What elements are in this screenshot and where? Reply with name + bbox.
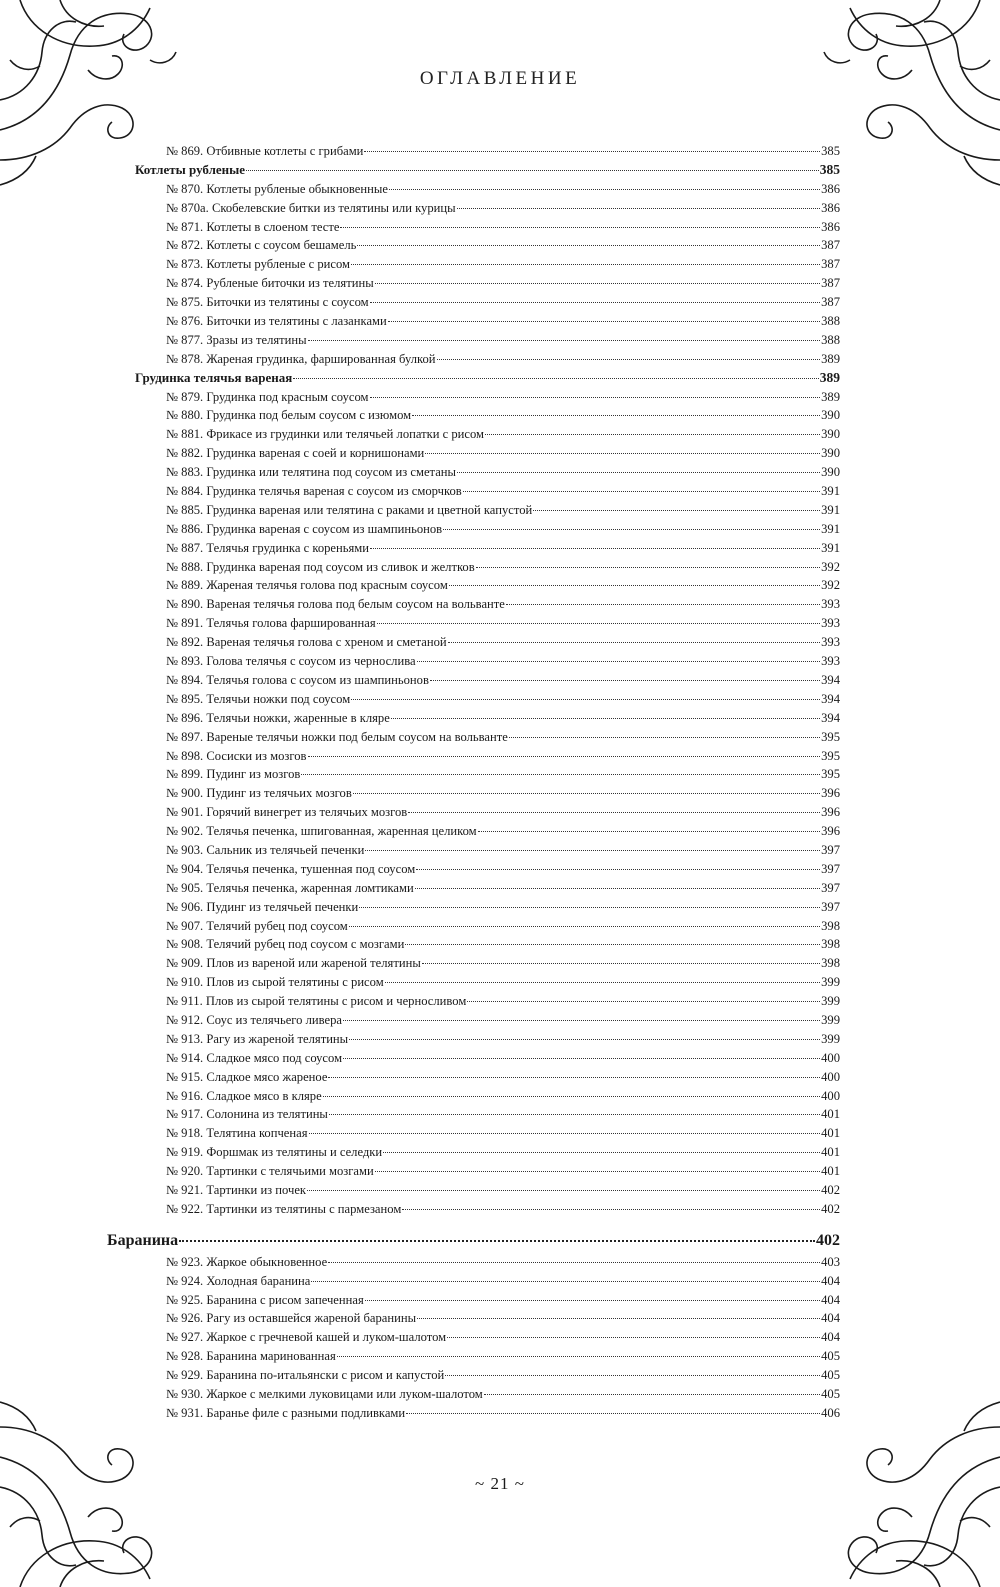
toc-entry[interactable] bbox=[107, 142, 840, 161]
toc-entry-page: 398 bbox=[821, 956, 840, 971]
dot-leader bbox=[328, 1261, 820, 1263]
toc-entry[interactable] bbox=[107, 1328, 840, 1347]
toc-entry[interactable] bbox=[107, 917, 840, 936]
dot-leader bbox=[422, 962, 820, 964]
toc-entry-page: 385 bbox=[819, 161, 840, 177]
toc-entry-title: № 927. Жаркое с гречневой кашей и луком-шалотом bbox=[166, 1330, 447, 1345]
toc-entry-title: № 873. Котлеты рубленые с рисом bbox=[166, 257, 350, 272]
toc-entry-page: 390 bbox=[821, 427, 840, 442]
dot-leader bbox=[412, 414, 820, 416]
dot-leader bbox=[353, 792, 820, 794]
toc-entry-page: 402 bbox=[821, 1201, 840, 1216]
toc-entry[interactable] bbox=[107, 747, 840, 766]
toc-entry-page: 386 bbox=[821, 181, 840, 196]
toc-entry-title: № 869. Отбивные котлеты с грибами bbox=[166, 144, 364, 158]
dot-leader bbox=[351, 263, 820, 265]
toc-entry-page: 401 bbox=[821, 1145, 840, 1160]
toc-entry-title: № 897. Вареные телячьи ножки под белым соусом на вольванте bbox=[166, 729, 508, 744]
dot-leader bbox=[417, 660, 821, 662]
toc-entry[interactable] bbox=[107, 652, 840, 671]
toc-entry[interactable] bbox=[107, 614, 840, 633]
toc-entry-page: 387 bbox=[821, 257, 840, 272]
toc-entry[interactable] bbox=[107, 312, 840, 331]
toc-entry-page: 405 bbox=[821, 1368, 840, 1383]
dot-leader bbox=[328, 1076, 820, 1078]
dot-leader bbox=[478, 830, 820, 832]
toc-entry-title: № 905. Телячья печенка, жаренная ломтиками bbox=[166, 880, 414, 895]
toc-entry-page: 394 bbox=[821, 710, 840, 725]
toc-entry-page: 391 bbox=[821, 521, 840, 536]
toc-entry-title: № 920. Тартинки с телячьими мозгами bbox=[166, 1164, 374, 1179]
dot-leader bbox=[340, 226, 820, 228]
dot-leader bbox=[484, 1393, 820, 1395]
toc-entry-page: 404 bbox=[821, 1311, 840, 1326]
toc-entry-page: 392 bbox=[821, 559, 840, 574]
dot-leader bbox=[457, 471, 820, 473]
toc-entry-page: 396 bbox=[821, 786, 840, 801]
dot-leader bbox=[430, 679, 820, 681]
toc-entry[interactable] bbox=[107, 1162, 840, 1181]
toc-entry-page: 387 bbox=[821, 276, 840, 291]
toc-entry[interactable] bbox=[107, 1049, 840, 1068]
toc-entry-page: 390 bbox=[821, 465, 840, 480]
dot-leader bbox=[343, 1057, 820, 1059]
toc-entry[interactable] bbox=[107, 539, 840, 558]
toc-entry-title: № 893. Голова телячья с соусом из чернослива bbox=[166, 654, 416, 669]
toc-entry-title: № 924. Холодная баранина bbox=[166, 1273, 311, 1288]
dot-leader bbox=[408, 811, 820, 813]
toc-entry[interactable] bbox=[107, 822, 840, 841]
toc-entry-page: 392 bbox=[821, 578, 840, 593]
dot-leader bbox=[359, 906, 820, 908]
toc-entry-title: № 876. Биточки из телятины с лазанками bbox=[166, 314, 387, 329]
toc-entry-page: 402 bbox=[821, 1182, 840, 1197]
toc-entry-title: № 904. Телячья печенка, тушенная под соусом bbox=[166, 861, 416, 876]
toc-entry-page: 390 bbox=[821, 408, 840, 423]
toc-entry[interactable] bbox=[107, 1181, 840, 1200]
toc-entry-page: 386 bbox=[821, 219, 840, 234]
toc-entry-title: № 909. Плов из вареной или жареной телятины bbox=[166, 956, 421, 971]
toc-entry-page: 388 bbox=[821, 314, 840, 329]
toc-entry-page: 393 bbox=[821, 654, 840, 669]
dot-leader bbox=[476, 566, 820, 568]
toc-entry[interactable] bbox=[107, 1309, 840, 1328]
toc-entry[interactable] bbox=[107, 1105, 840, 1124]
toc-entry[interactable] bbox=[107, 255, 840, 274]
toc-entry-title: № 926. Рагу из оставшейся жареной баранины bbox=[166, 1311, 417, 1326]
toc-entry[interactable] bbox=[107, 1272, 840, 1291]
toc-entry-title: № 870. Котлеты рубленые обыкновенные bbox=[166, 181, 388, 196]
toc-entry[interactable] bbox=[107, 1385, 840, 1404]
toc-entry-title: № 887. Телячья грудинка с кореньями bbox=[166, 540, 369, 555]
toc-entry[interactable] bbox=[107, 1143, 840, 1162]
toc-entry-title: № 886. Грудинка вареная с соусом из шампиньонов bbox=[166, 521, 443, 536]
dot-leader bbox=[448, 641, 820, 643]
toc-section[interactable] bbox=[107, 161, 840, 180]
toc-entry[interactable] bbox=[107, 784, 840, 803]
toc-entry-page: 398 bbox=[821, 918, 840, 933]
toc-entry-page: 400 bbox=[821, 1050, 840, 1065]
toc-entry-page: 397 bbox=[821, 880, 840, 895]
dot-leader bbox=[437, 358, 821, 360]
dot-leader bbox=[449, 584, 820, 586]
toc-entry[interactable] bbox=[107, 709, 840, 728]
dot-leader bbox=[308, 755, 821, 757]
toc-entry-title: № 928. Баранина маринованная bbox=[166, 1349, 336, 1364]
dot-leader bbox=[179, 1239, 815, 1242]
toc-entry[interactable] bbox=[107, 879, 840, 898]
toc-entry-page: 399 bbox=[821, 975, 840, 990]
toc-entry-page: 397 bbox=[821, 899, 840, 914]
toc-entry-title: № 923. Жаркое обыкновенное bbox=[166, 1254, 328, 1269]
toc-entry[interactable] bbox=[107, 1366, 840, 1385]
dot-leader bbox=[447, 1336, 820, 1338]
toc-entry-title: № 875. Биточки из телятины с соусом bbox=[166, 295, 369, 310]
toc-entry[interactable] bbox=[107, 992, 840, 1011]
dot-leader bbox=[370, 396, 821, 398]
toc-entry[interactable] bbox=[107, 935, 840, 954]
toc-entry[interactable] bbox=[107, 388, 840, 407]
dot-leader bbox=[307, 1189, 820, 1191]
toc-entry-title: № 915. Сладкое мясо жареное bbox=[166, 1069, 328, 1084]
toc-entry-page: 390 bbox=[821, 446, 840, 461]
dot-leader bbox=[406, 1412, 820, 1414]
dot-leader bbox=[467, 1000, 820, 1002]
toc-entry-title: № 907. Телячий рубец под соусом bbox=[166, 918, 348, 933]
toc-entry[interactable] bbox=[107, 1291, 840, 1310]
toc-entry[interactable] bbox=[107, 1030, 840, 1049]
toc-entry[interactable] bbox=[107, 1200, 840, 1219]
toc-entry-page: 402 bbox=[816, 1231, 840, 1249]
page-number: ~ 21 ~ bbox=[475, 1474, 525, 1493]
toc-entry-page: 406 bbox=[821, 1405, 840, 1420]
toc-entry-page: 393 bbox=[821, 635, 840, 650]
toc-entry[interactable] bbox=[107, 1068, 840, 1087]
toc-entry-title: № 929. Баранина по-итальянски с рисом и капустой bbox=[166, 1368, 445, 1383]
toc-entry[interactable] bbox=[107, 406, 840, 425]
dot-leader bbox=[457, 207, 821, 209]
toc-entry[interactable] bbox=[107, 1124, 840, 1143]
toc-entry-title: № 898. Сосиски из мозгов bbox=[166, 748, 307, 763]
dot-leader bbox=[308, 339, 820, 341]
toc-entry[interactable] bbox=[107, 520, 840, 539]
toc-entry-title: № 895. Телячьи ножки под соусом bbox=[166, 691, 351, 706]
toc-entry-title: № 930. Жаркое с мелкими луковицами или луком-шалотом bbox=[166, 1387, 483, 1401]
dot-leader bbox=[337, 1355, 820, 1357]
dot-leader bbox=[533, 509, 820, 511]
toc-entry-title: № 922. Тартинки из телятины с пармезаном bbox=[166, 1201, 402, 1216]
toc-entry-title: № 880. Грудинка под белым соусом с изюмом bbox=[166, 408, 412, 423]
table-of-contents bbox=[107, 142, 840, 1423]
dot-leader bbox=[402, 1208, 820, 1210]
toc-entry[interactable] bbox=[107, 765, 840, 784]
toc-entry-title: № 889. Жареная телячья голова под красным соусом bbox=[166, 578, 448, 593]
toc-entry[interactable] bbox=[107, 482, 840, 501]
toc-entry[interactable] bbox=[107, 973, 840, 992]
toc-entry-title: № 871. Котлеты в слоеном тесте bbox=[166, 219, 340, 234]
toc-entry[interactable] bbox=[107, 558, 840, 577]
dot-leader bbox=[416, 868, 820, 870]
toc-entry-page: 403 bbox=[821, 1254, 840, 1269]
toc-entry[interactable] bbox=[107, 595, 840, 614]
toc-entry-title: № 899. Пудинг из мозгов bbox=[166, 767, 301, 782]
dot-leader bbox=[246, 169, 819, 171]
dot-leader bbox=[405, 943, 820, 945]
toc-entry-page: 405 bbox=[821, 1387, 840, 1401]
toc-entry-page: 397 bbox=[821, 842, 840, 857]
toc-entry-title: № 910. Плов из сырой телятины с рисом bbox=[166, 975, 384, 990]
toc-entry-title: № 891. Телячья голова фаршированная bbox=[166, 616, 376, 631]
toc-entry-title: № 913. Рагу из жареной телятины bbox=[166, 1031, 349, 1046]
toc-entry[interactable] bbox=[107, 690, 840, 709]
dot-leader bbox=[357, 244, 820, 246]
toc-entry[interactable] bbox=[107, 671, 840, 690]
dot-leader bbox=[425, 452, 820, 454]
toc-entry-title: Баранина bbox=[107, 1231, 179, 1249]
toc-entry-page: 399 bbox=[821, 994, 840, 1009]
dot-leader bbox=[391, 717, 820, 719]
toc-entry-title: № 883. Грудинка или телятина под соусом из сметаны bbox=[166, 465, 456, 480]
dot-leader bbox=[365, 849, 820, 851]
toc-entry-title: № 870а. Скобелевские битки из телятины или курицы bbox=[166, 200, 456, 215]
toc-entry-page: 391 bbox=[821, 540, 840, 555]
toc-entry[interactable] bbox=[107, 1347, 840, 1366]
toc-entry-page: 396 bbox=[821, 824, 840, 839]
toc-entry[interactable] bbox=[107, 898, 840, 917]
toc-entry[interactable] bbox=[107, 1011, 840, 1030]
dot-leader bbox=[365, 1299, 820, 1301]
toc-entry-page: 386 bbox=[821, 200, 840, 215]
dot-leader bbox=[343, 1019, 820, 1021]
toc-entry-page: 404 bbox=[821, 1273, 840, 1288]
toc-entry-page: 397 bbox=[821, 861, 840, 876]
toc-entry-title: № 918. Телятина копченая bbox=[166, 1126, 308, 1141]
toc-entry-title: № 894. Телячья голова с соусом из шампиньонов bbox=[166, 672, 429, 687]
toc-entry-page: 400 bbox=[821, 1069, 840, 1084]
toc-entry-page: 388 bbox=[821, 332, 840, 347]
toc-entry[interactable] bbox=[107, 841, 840, 860]
toc-entry-page: 394 bbox=[821, 672, 840, 687]
toc-section[interactable] bbox=[107, 369, 840, 388]
toc-entry[interactable] bbox=[107, 728, 840, 747]
toc-entry-title: № 911. Плов из сырой телятины с рисом и черносливом bbox=[166, 994, 467, 1009]
toc-entry-title: № 921. Тартинки из почек bbox=[166, 1182, 307, 1197]
toc-entry[interactable] bbox=[107, 1087, 840, 1106]
toc-entry-title: № 877. Зразы из телятины bbox=[166, 332, 307, 347]
toc-entry-page: 393 bbox=[821, 597, 840, 612]
toc-entry-title: № 931. Баранье филе с разными подливками bbox=[166, 1405, 406, 1420]
toc-chapter[interactable] bbox=[107, 1229, 840, 1253]
toc-entry[interactable] bbox=[107, 236, 840, 255]
toc-entry-page: 401 bbox=[821, 1164, 840, 1179]
toc-entry[interactable] bbox=[107, 199, 840, 218]
dot-leader bbox=[388, 320, 820, 322]
toc-entry-title: Грудинка телячья вареная bbox=[135, 369, 293, 385]
toc-entry-page: 394 bbox=[821, 691, 840, 706]
toc-entry-title: № 896. Телячьи ножки, жаренные в кляре bbox=[166, 710, 390, 725]
dot-leader bbox=[349, 925, 820, 927]
toc-entry[interactable] bbox=[107, 180, 840, 199]
toc-entry[interactable] bbox=[107, 954, 840, 973]
toc-entry-page: 404 bbox=[821, 1330, 840, 1345]
toc-entry[interactable] bbox=[107, 576, 840, 595]
toc-entry-page: 393 bbox=[821, 616, 840, 631]
toc-entry-title: № 888. Грудинка вареная под соусом из сливок и желтков bbox=[166, 559, 475, 574]
toc-entry-title: № 885. Грудинка вареная или телятина с раками и цветной капустой bbox=[166, 502, 533, 517]
toc-entry-title: № 881. Фрикасе из грудинки или телячьей лопатки с рисом bbox=[166, 427, 485, 442]
dot-leader bbox=[323, 1095, 820, 1097]
toc-entry-page: 385 bbox=[821, 144, 840, 158]
toc-entry[interactable] bbox=[107, 633, 840, 652]
dot-leader bbox=[445, 1374, 820, 1376]
toc-entry[interactable] bbox=[107, 1253, 840, 1272]
toc-entry[interactable] bbox=[107, 425, 840, 444]
dot-leader bbox=[370, 301, 820, 303]
dot-leader bbox=[443, 528, 820, 530]
toc-entry-title: № 919. Форшмак из телятины и селедки bbox=[166, 1145, 383, 1160]
toc-entry-page: 401 bbox=[821, 1107, 840, 1122]
dot-leader bbox=[385, 981, 820, 983]
dot-leader bbox=[377, 622, 820, 624]
toc-entry-title: Котлеты рубленые bbox=[135, 161, 246, 177]
dot-leader bbox=[309, 1132, 821, 1134]
dot-leader bbox=[351, 698, 820, 700]
toc-entry-page: 405 bbox=[821, 1349, 840, 1364]
toc-entry-page: 387 bbox=[821, 295, 840, 310]
toc-entry[interactable] bbox=[107, 463, 840, 482]
dot-leader bbox=[375, 1170, 820, 1172]
dot-leader bbox=[364, 150, 820, 152]
page-title: ОГЛАВЛЕНИЕ bbox=[419, 68, 581, 89]
toc-entry-title: № 901. Горячий винегрет из телячьих мозгов bbox=[166, 805, 408, 820]
toc-entry-page: 391 bbox=[821, 502, 840, 517]
toc-entry-page: 398 bbox=[821, 937, 840, 952]
toc-entry-page: 399 bbox=[821, 1031, 840, 1046]
toc-entry[interactable] bbox=[107, 1404, 840, 1423]
toc-entry-page: 389 bbox=[821, 389, 840, 404]
dot-leader bbox=[349, 1038, 820, 1040]
toc-entry-page: 387 bbox=[821, 238, 840, 253]
dot-leader bbox=[329, 1113, 820, 1115]
dot-leader bbox=[417, 1317, 820, 1319]
toc-entry[interactable] bbox=[107, 803, 840, 822]
dot-leader bbox=[293, 377, 818, 379]
toc-entry-title: № 892. Вареная телячья голова с хреном и сметаной bbox=[166, 635, 447, 650]
toc-entry-page: 404 bbox=[821, 1292, 840, 1307]
toc-entry[interactable] bbox=[107, 350, 840, 369]
toc-entry-page: 391 bbox=[821, 484, 840, 499]
toc-entry-title: № 925. Баранина с рисом запеченная bbox=[166, 1292, 364, 1307]
toc-entry-title: № 879. Грудинка под красным соусом bbox=[166, 389, 369, 404]
toc-entry-title: № 912. Соус из телячьего ливера bbox=[166, 1012, 342, 1027]
dot-leader bbox=[415, 887, 820, 889]
dot-leader bbox=[311, 1280, 820, 1282]
toc-entry-page: 395 bbox=[821, 729, 840, 744]
toc-entry-title: № 908. Телячий рубец под соусом с мозгами bbox=[166, 937, 405, 952]
toc-entry-page: 396 bbox=[821, 805, 840, 820]
toc-entry-title: № 902. Телячья печенка, шпигованная, жаренная целиком bbox=[166, 824, 477, 839]
toc-entry-page: 395 bbox=[821, 767, 840, 782]
toc-entry-page: 401 bbox=[821, 1126, 840, 1141]
toc-entry-title: № 914. Сладкое мясо под соусом bbox=[166, 1050, 343, 1065]
dot-leader bbox=[383, 1151, 820, 1153]
toc-entry-page: 395 bbox=[821, 748, 840, 763]
toc-entry[interactable] bbox=[107, 444, 840, 463]
toc-entry-page: 389 bbox=[821, 351, 840, 366]
toc-entry[interactable] bbox=[107, 218, 840, 237]
toc-entry-title: № 882. Грудинка вареная с соей и корнишонами bbox=[166, 446, 425, 461]
toc-entry-title: № 900. Пудинг из телячьих мозгов bbox=[166, 786, 352, 801]
dot-leader bbox=[370, 547, 820, 549]
toc-entry[interactable] bbox=[107, 293, 840, 312]
toc-entry-title: № 878. Жареная грудинка, фаршированная булкой bbox=[166, 351, 436, 366]
toc-entry[interactable] bbox=[107, 860, 840, 879]
toc-entry-title: № 916. Сладкое мясо в кляре bbox=[166, 1088, 322, 1103]
toc-entry-page: 399 bbox=[821, 1012, 840, 1027]
dot-leader bbox=[509, 736, 820, 738]
toc-entry-page: 400 bbox=[821, 1088, 840, 1103]
dot-leader bbox=[301, 773, 820, 775]
dot-leader bbox=[389, 188, 820, 190]
dot-leader bbox=[463, 490, 820, 492]
toc-entry[interactable] bbox=[107, 501, 840, 520]
dot-leader bbox=[506, 603, 820, 605]
toc-entry[interactable] bbox=[107, 331, 840, 350]
toc-entry-title: № 890. Вареная телячья голова под белым соусом на вольванте bbox=[166, 597, 505, 612]
toc-entry-title: № 917. Солонина из телятины bbox=[166, 1107, 328, 1122]
toc-entry-page: 389 bbox=[819, 369, 840, 385]
toc-entry-title: № 872. Котлеты с соусом бешамель bbox=[166, 238, 357, 253]
dot-leader bbox=[485, 433, 820, 435]
toc-entry[interactable] bbox=[107, 274, 840, 293]
toc-entry-title: № 884. Грудинка телячья вареная с соусом из сморчков bbox=[166, 484, 462, 499]
dot-leader bbox=[375, 282, 820, 284]
toc-entry-title: № 874. Рубленые биточки из телятины bbox=[166, 276, 374, 291]
toc-entry-title: № 903. Сальник из телячьей печенки bbox=[166, 842, 365, 857]
toc-entry-title: № 906. Пудинг из телячьей печенки bbox=[166, 899, 359, 914]
